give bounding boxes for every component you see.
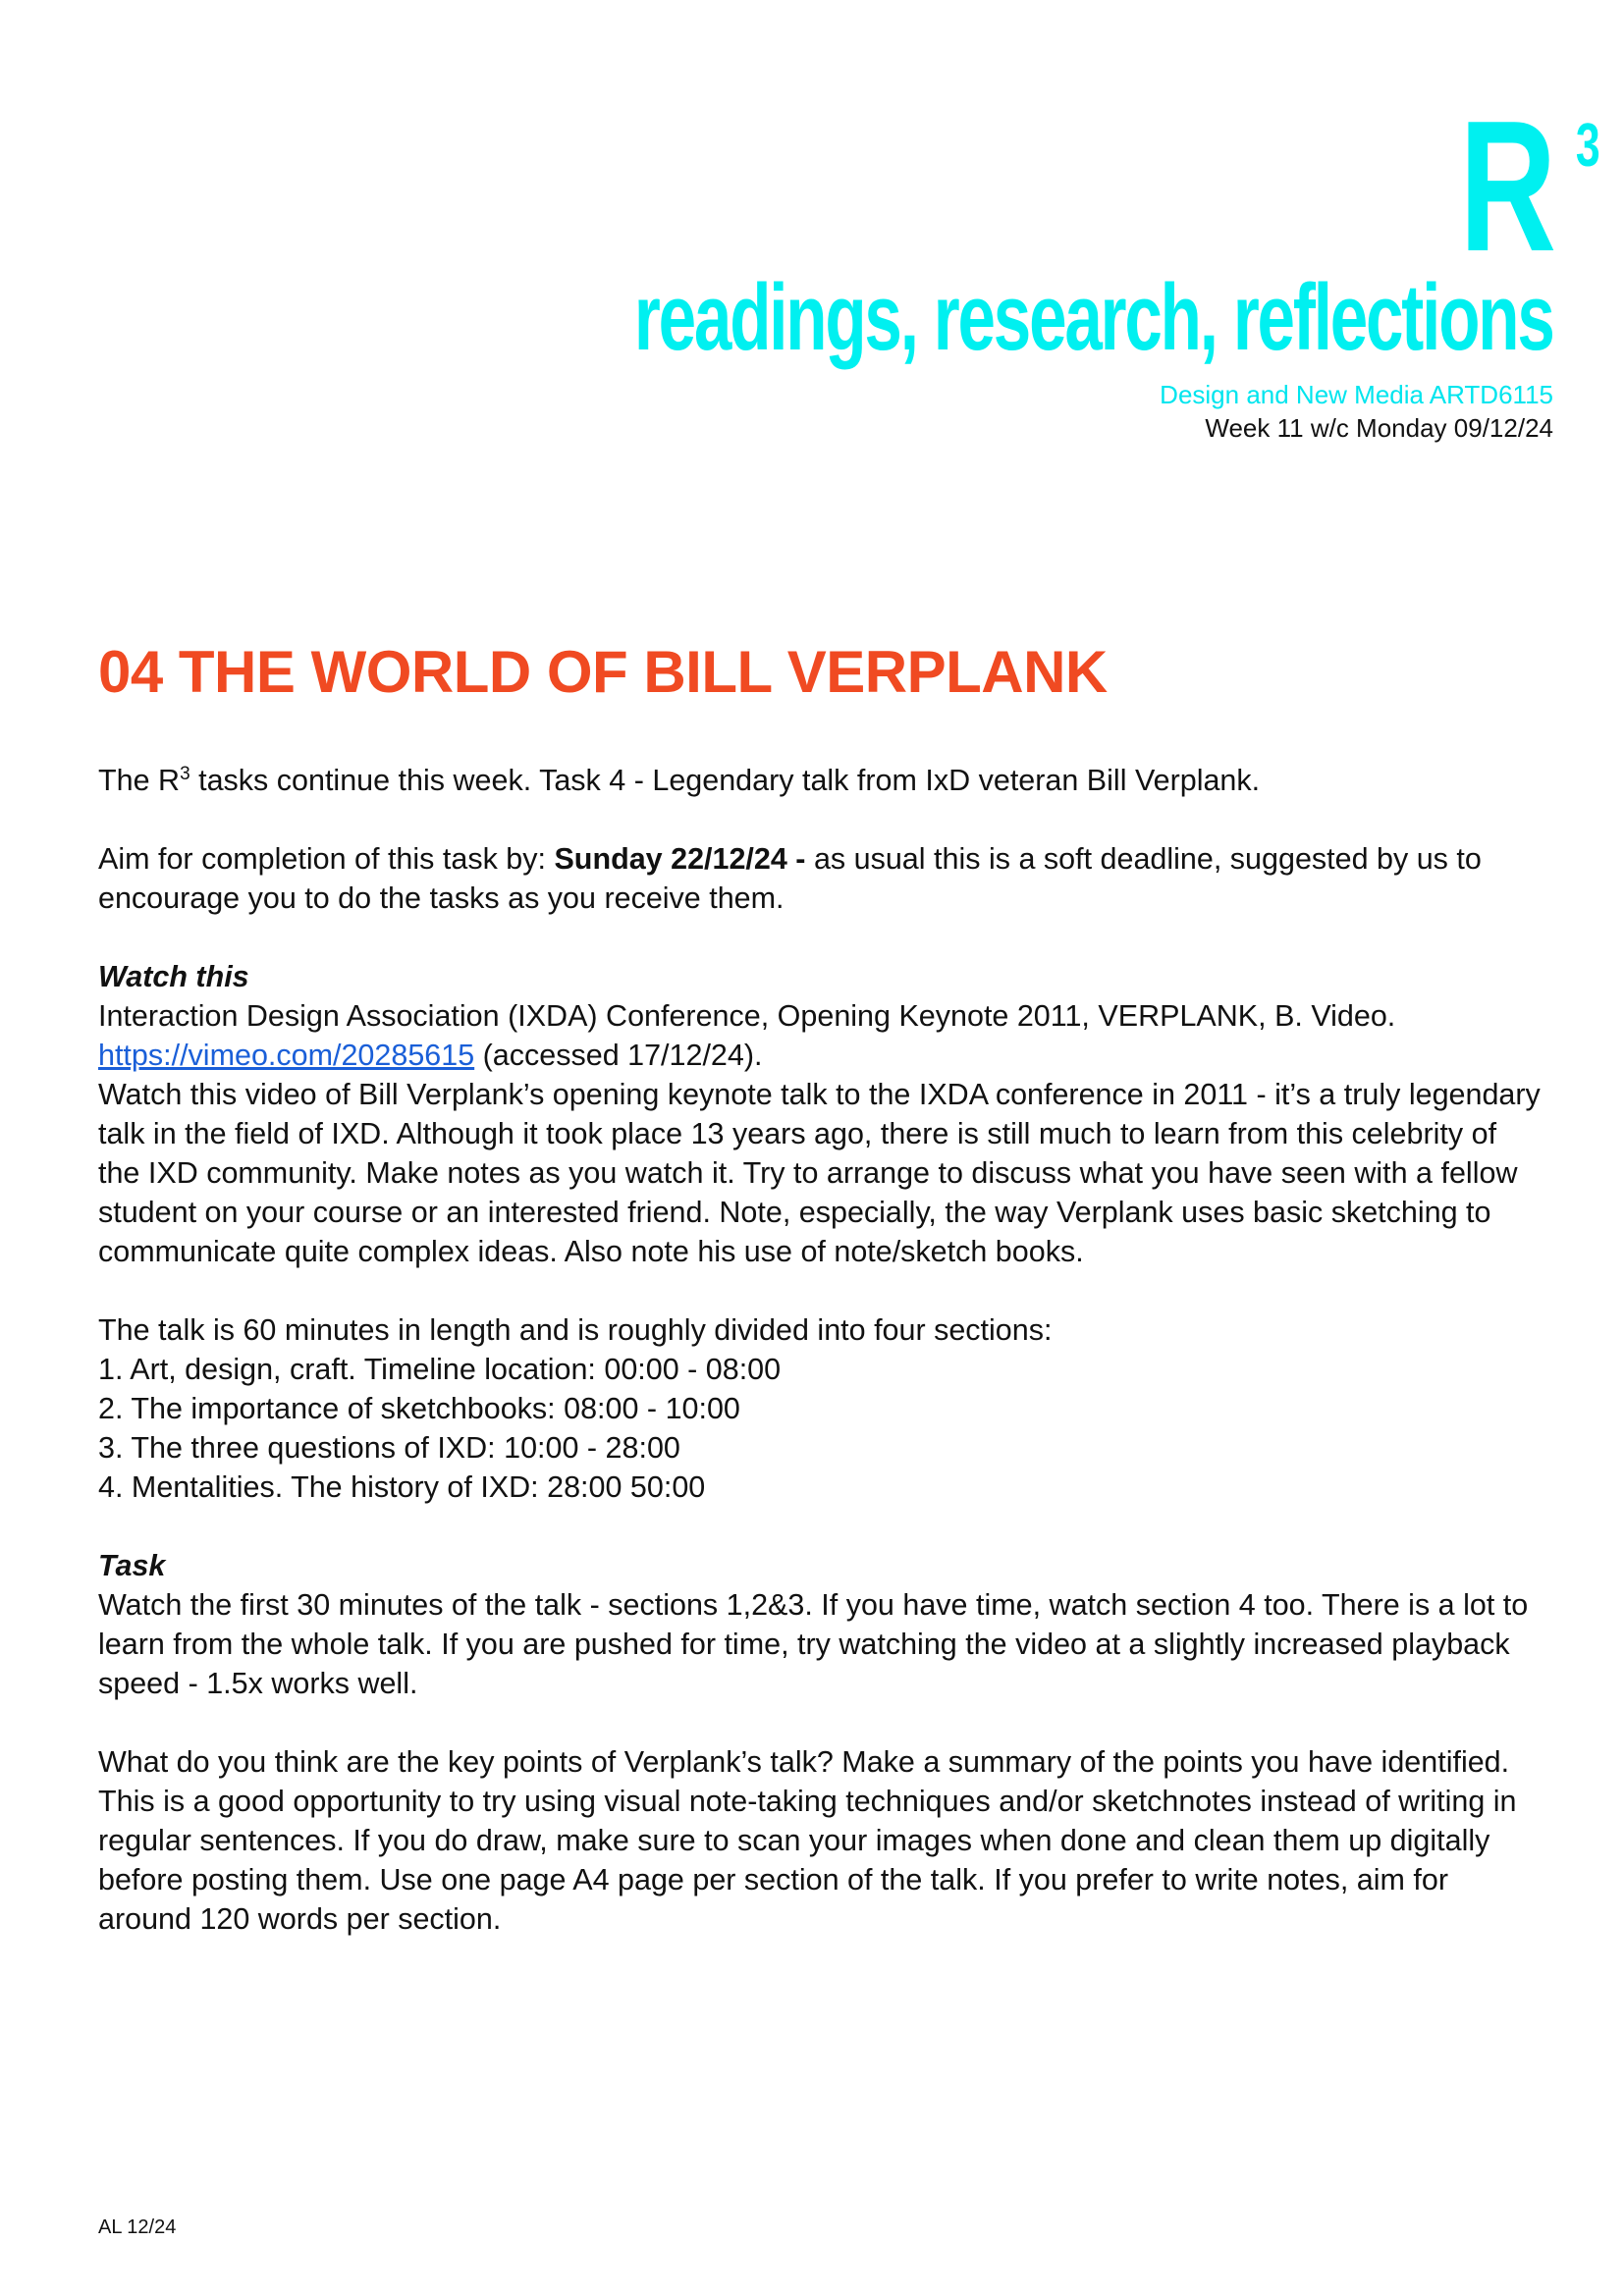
list-item: 3. The three questions of IXD: 10:00 - 28:00 <box>98 1431 680 1465</box>
watch-heading: Watch this <box>98 960 249 993</box>
week-label: Week 11 w/c Monday 09/12/24 <box>1205 413 1553 443</box>
r3-logo <box>1459 82 1597 291</box>
sections-intro: The talk is 60 minutes in length and is roughly divided into four sections: <box>98 1313 1053 1347</box>
task-heading: Task <box>98 1549 166 1582</box>
deadline-date: Sunday 22/12/24 - <box>554 842 806 876</box>
course-info <box>1160 378 1553 445</box>
tagline: readings, research, reflections <box>634 265 1553 370</box>
task-paragraph-2: What do you think are the key points of Verplank’s talk? Make a summary of the points you have identified. This is a good opportunity to try using visual note-taking techniques and/or sketchnotes instead of writing in regular sentences. If you do draw, make sure to scan your images when done and clean them up digitally before posting them. Use one page A4 page per section of the talk. If you prefer to write notes, aim for around 120 words per section. <box>98 1745 1517 1936</box>
watch-section <box>98 957 1542 1271</box>
task-paragraph-1: Watch the first 30 minutes of the talk - sections 1,2&3. If you have time, watch section 4 too. There is a lot to learn from the whole talk. If you are pushed for time, try watching the video at a slightly increased playback speed - 1.5x works well. <box>98 1588 1529 1700</box>
list-item: 1. Art, design, craft. Timeline location: 00:00 - 08:00 <box>98 1353 782 1386</box>
footer-initials: AL 12/24 <box>98 2216 177 2238</box>
intro-superscript: 3 <box>180 763 190 784</box>
deadline-paragraph <box>98 839 1542 918</box>
video-link[interactable]: https://vimeo.com/20285615 <box>98 1039 475 1072</box>
accessed-date: (accessed 17/12/24). <box>474 1039 763 1072</box>
list-item: 2. The importance of sketchbooks: 08:00 - 10:00 <box>98 1392 740 1425</box>
page-title: 04 THE WORLD OF BILL VERPLANK <box>98 639 1108 705</box>
sections-list <box>98 1310 1542 1507</box>
logo-letter: R <box>1459 82 1553 291</box>
deadline-text-start: Aim for completion of this task by: <box>98 842 555 876</box>
masthead <box>277 82 1597 370</box>
task-section <box>98 1546 1542 1703</box>
intro-paragraph <box>98 761 1542 800</box>
list-item: 4. Mentalities. The history of IXD: 28:00 50:00 <box>98 1470 706 1504</box>
logo-superscript: 3 <box>1575 112 1597 180</box>
intro-text-start: The R <box>98 764 181 797</box>
deadline-text-end: as usual this is a soft deadline, suggested by us to encourage you to do the tasks as you receive them. <box>98 842 1482 915</box>
document-body <box>98 761 1542 1978</box>
course-name: Design and New Media ARTD6115 <box>1160 380 1553 409</box>
watch-description: Watch this video of Bill Verplank’s opening keynote talk to the IXDA conference in 2011 - it’s a truly legendary talk in the field of IXD. Although it took place 13 years ago, there is still much to learn from this celebrity of the IXD community. Make notes as you watch it. Try to arrange to discuss what you have seen with a fellow student on your course or an interested friend. Note, especially, the way Verplank uses basic sketching to communicate quite complex ideas. Also note his use of note/sketch books. <box>98 1078 1541 1268</box>
intro-text-end: tasks continue this week. Task 4 - Legendary talk from IxD veteran Bill Verplank. <box>189 764 1261 797</box>
watch-citation: Interaction Design Association (IXDA) Conference, Opening Keynote 2011, VERPLANK, B. Video. <box>98 999 1396 1033</box>
